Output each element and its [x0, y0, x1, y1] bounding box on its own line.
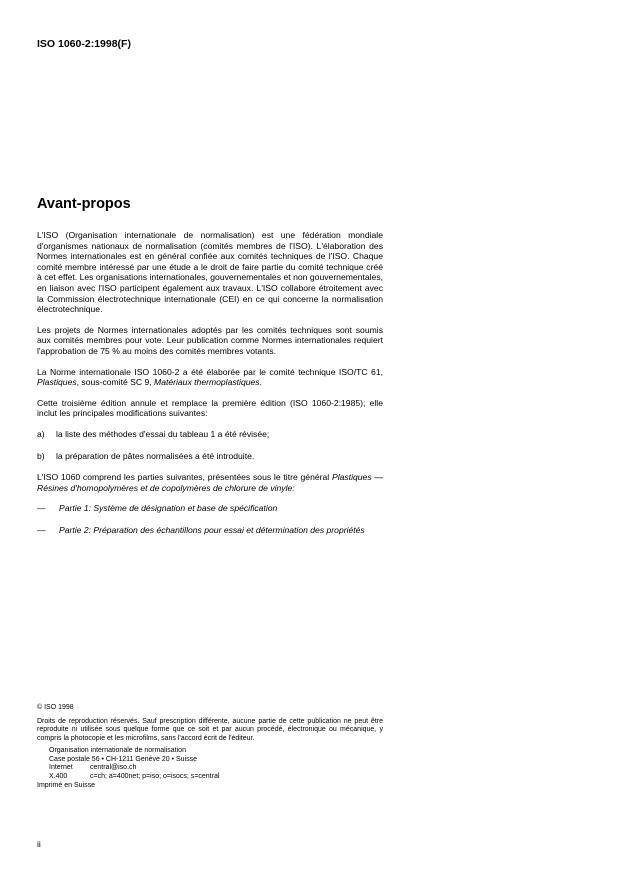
paragraph-edition: Cette troisième édition annule et remplace la première édition (ISO 1060-2:1985); elle inclut les principales modifications suivantes:	[37, 397, 383, 419]
list-item-label: b)	[37, 450, 45, 461]
parts-general-title: Plastiques — Résines d'homopolymères et de copolymères de chlorure de vinyle:	[37, 472, 383, 493]
part-dash: —	[37, 524, 46, 535]
printed-in: Imprimé en Suisse	[37, 781, 95, 789]
section-title: Avant-propos	[37, 196, 131, 212]
parts-intro-text: L'ISO 1060 comprend les parties suivantes, présentées sous le titre général	[37, 472, 332, 483]
committee-name: Plastiques	[37, 377, 77, 388]
list-item	[37, 429, 383, 440]
internet-value: central@iso.ch	[90, 764, 137, 772]
foreword-body	[37, 230, 383, 546]
internet-row	[49, 764, 383, 773]
copyright-block	[37, 704, 383, 790]
part-text: Partie 1: Système de désignation et base de spécification	[59, 503, 278, 514]
subcommittee-name: Matériaux thermoplastiques	[154, 377, 260, 388]
x400-value: c=ch; a=400net; p=iso; o=isocs; s=central	[90, 772, 220, 780]
part-text: Partie 2: Préparation des échantillons pour essai et détermination des propriétés	[59, 524, 365, 535]
standard-reference: ISO 1060-2:1998(F)	[37, 38, 131, 50]
paragraph-voting: Les projets de Normes internationales adoptés par les comités techniques sont soumis aux comités membres pour vote. Leur publication comme Normes internationales requiert l'approbation de 75 % au moins des comités membres votants.	[37, 324, 383, 356]
organization-name: Organisation internationale de normalisation	[49, 746, 186, 754]
page-number: ii	[37, 839, 41, 849]
internet-label: Internet	[49, 764, 73, 772]
committee-text-3: .	[259, 377, 262, 388]
part-list-item	[37, 525, 383, 536]
list-item-label: a)	[37, 428, 45, 439]
paragraph-parts	[37, 472, 383, 493]
list-item	[37, 451, 383, 462]
list-item-text: la liste des méthodes d'essai du tableau 1 a été révisée;	[56, 428, 270, 439]
postal-address: Case postale 56 • CH-1211 Genève 20 • Suisse	[49, 755, 197, 763]
paragraph-committee	[37, 367, 383, 388]
committee-text-1: La Norme internationale ISO 1060-2 a été élaborée par le comité technique ISO/TC 61,	[37, 366, 383, 377]
committee-text-2: , sous-comité SC 9,	[76, 377, 155, 388]
x400-row	[49, 773, 383, 782]
paragraph-iso-intro: L'ISO (Organisation internationale de normalisation) est une fédération mondiale d'organismes nationaux de normalisation (comités membres de l'ISO). L'élaboration des Normes internationales est en général confiée aux comités techniques de l'ISO. Chaque comité membre intéressé par une étude a le droit de faire partie du comité technique créé à cet effet. Les organisations internationales, gouvernementales et non gouvernementales, en liaison avec l'ISO participent également aux travaux. L'ISO collabore étroitement avec la Commission électrotechnique internationale (CEI) en ce qui concerne la normalisation électrotechnique.	[37, 230, 383, 315]
copyright-notice: © ISO 1998	[37, 704, 74, 711]
address-block	[49, 747, 383, 782]
x400-label: X.400	[49, 772, 68, 780]
rights-text: Droits de reproduction réservés. Sauf prescription différente, aucune partie de cette publication ne peut être reproduite ni utilisée sous quelque forme que ce soit et par aucun procédé, électronique ou mécanique, y compris la photocopie et les microfilms, sans l'accord écrit de l'éditeur.	[37, 717, 383, 743]
part-list-item	[37, 503, 383, 514]
part-dash: —	[37, 503, 46, 514]
list-item-text: la préparation de pâtes normalisées a été introduite.	[56, 450, 255, 461]
